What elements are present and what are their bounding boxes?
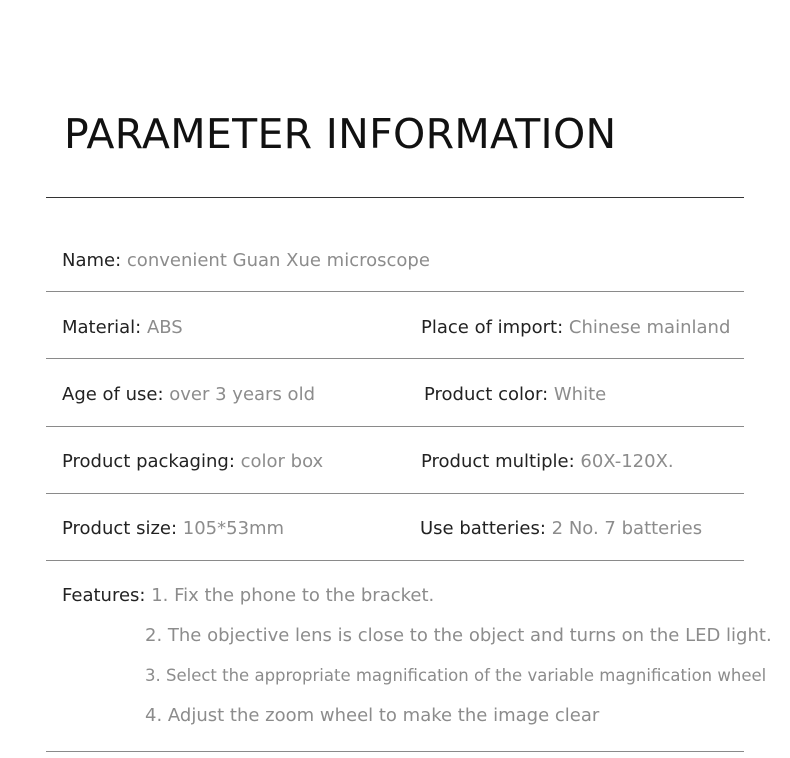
product-color-label: Product color:: [424, 384, 549, 405]
row-divider: [46, 493, 744, 494]
material-label: Material:: [62, 317, 142, 338]
product-multiple-field: [421, 450, 674, 474]
features-label: Features:: [62, 585, 146, 606]
feature-item: 2. The objective lens is close to the object and turns on the LED light.: [145, 625, 772, 646]
product-packaging-field: [62, 450, 323, 474]
product-packaging-label: Product packaging:: [62, 451, 235, 472]
title-divider: [46, 197, 744, 198]
product-size-field: [62, 517, 284, 541]
page-title: PARAMETER INFORMATION: [64, 110, 617, 158]
material-value: ABS: [146, 317, 183, 338]
place-of-import-label: Place of import:: [421, 317, 564, 338]
row-divider: [46, 358, 744, 359]
product-size-label: Product size:: [62, 518, 178, 539]
use-batteries-value: 2 No. 7 batteries: [551, 518, 703, 539]
material-field: [62, 316, 183, 340]
use-batteries-label: Use batteries:: [420, 518, 546, 539]
product-color-field: [424, 383, 606, 407]
row-divider: [46, 560, 744, 561]
row-divider: [46, 426, 744, 427]
product-packaging-value: color box: [240, 451, 324, 472]
feature-item: 4. Adjust the zoom wheel to make the image clear: [145, 705, 600, 726]
product-multiple-value: 60X-120X.: [580, 451, 674, 472]
product-multiple-label: Product multiple:: [421, 451, 575, 472]
bottom-divider: [46, 751, 744, 752]
name-label: Name:: [62, 250, 122, 271]
row-divider: [46, 291, 744, 292]
age-of-use-field: [62, 383, 315, 407]
product-size-value: 105*53mm: [182, 518, 285, 539]
age-of-use-label: Age of use:: [62, 384, 164, 405]
feature-item: 1. Fix the phone to the bracket.: [151, 585, 435, 606]
place-of-import-field: [421, 316, 730, 340]
product-color-value: White: [553, 384, 607, 405]
feature-item: 3. Select the appropriate magnification of the variable magnification wheel: [145, 666, 767, 685]
age-of-use-value: over 3 years old: [169, 384, 315, 405]
name-value: convenient Guan Xue microscope: [126, 250, 430, 271]
place-of-import-value: Chinese mainland: [568, 317, 731, 338]
features-field: [62, 584, 434, 608]
use-batteries-field: [420, 517, 702, 541]
name-field: [62, 249, 430, 273]
